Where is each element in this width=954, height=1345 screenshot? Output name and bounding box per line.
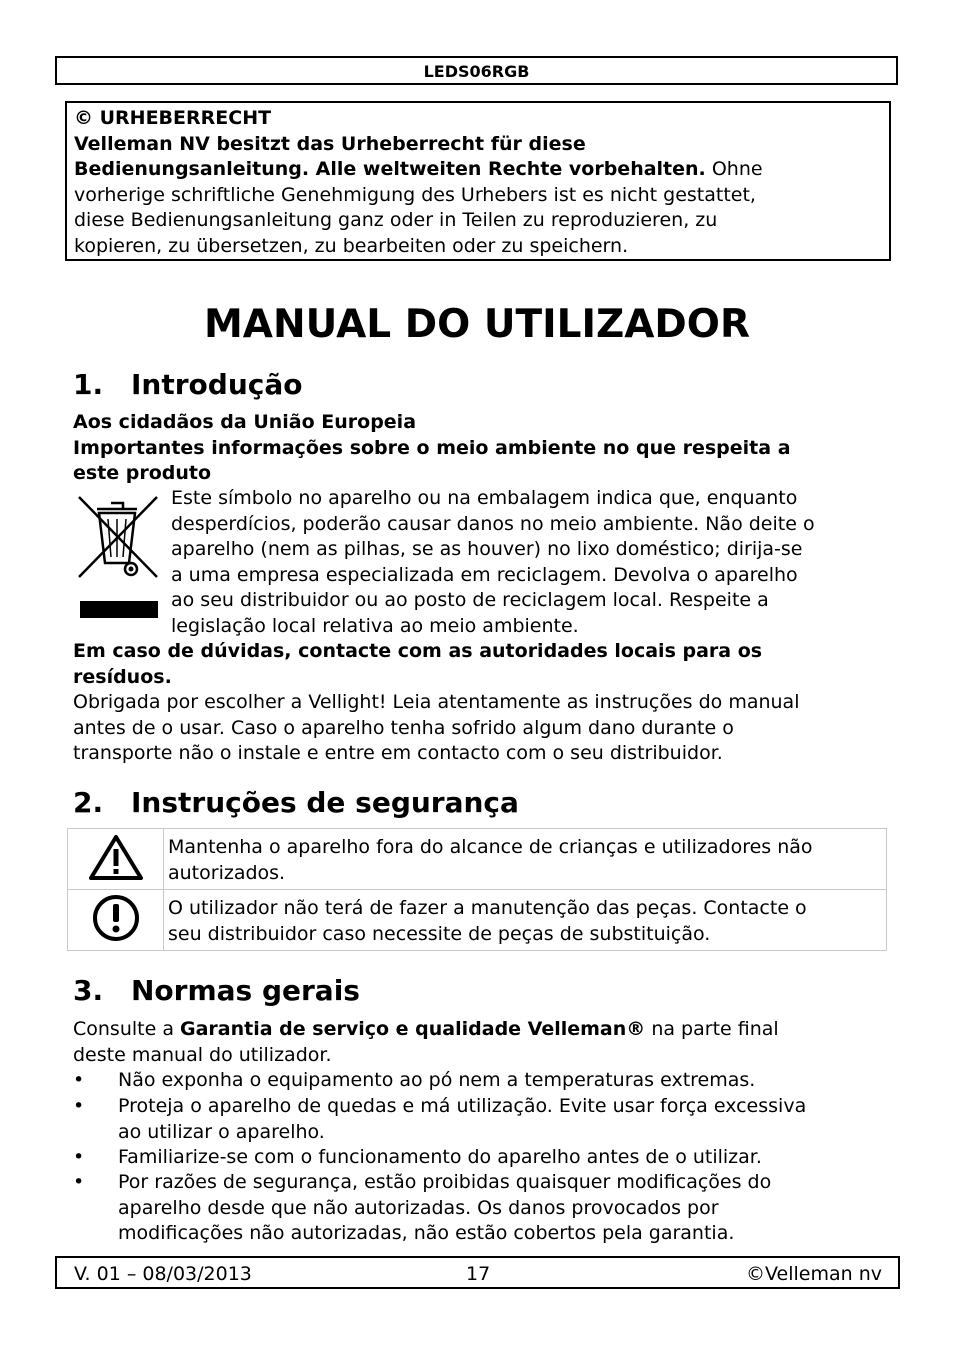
section-1-number: 1. (73, 368, 104, 401)
weee-description (171, 486, 815, 639)
copyright-line-4: diese Bedienungsanleitung ganz oder in Teilen zu reproduzieren, zu (74, 209, 718, 231)
safety-text-cell (164, 829, 887, 890)
thanks-line-1: Obrigada por escolher a Vellight! Leia atentamente as instruções do manual (73, 691, 800, 713)
bullet-symbol: • (73, 1095, 85, 1117)
bullet-symbol: • (73, 1146, 85, 1168)
bullet-symbol: • (73, 1069, 85, 1091)
bullet-2-line-2: ao utilizar o aparelho. (118, 1120, 325, 1143)
guarantee-line-1 (73, 1017, 779, 1043)
guarantee-reference (73, 1017, 779, 1068)
guarantee-pre: Consulte a (73, 1018, 181, 1040)
thanks-line-2: antes de o usar. Caso o aparelho tenha sofrido algum dano durante o (73, 716, 734, 739)
bullet-1-line-1: Não exponha o equipamento ao pó nem a temperaturas extremas. (118, 1069, 756, 1091)
safety-text-cell (164, 890, 887, 951)
crossed-out-bin-icon (75, 491, 159, 581)
env-heading-line-1: Importantes informações sobre o meio ambiente no que respeita a (73, 436, 791, 459)
section-2-number: 2. (73, 786, 104, 819)
copyright-line-2-tail: Ohne (705, 158, 763, 180)
bullet-4-line-1: Por razões de segurança, estão proibidas quaisquer modificações do (118, 1171, 772, 1193)
bullet-text (118, 1170, 771, 1247)
thanks-line-3: transporte não o instale e entre em contacto com o seu distribuidor. (73, 742, 723, 764)
bullet-text (118, 1145, 762, 1171)
weee-line-4: a uma empresa especializada em reciclagem. Devolva o aparelho (171, 563, 798, 586)
bullet-symbol: • (73, 1171, 85, 1193)
warning-triangle-icon (88, 864, 144, 886)
weee-line-3: aparelho (nem as pilhas, se as houver) no lixo doméstico; dirija-se (171, 538, 803, 560)
safety-row-2-line-2: seu distribuidor caso necessite de peças de substituição. (168, 922, 711, 945)
doubt-line-2: resíduos. (73, 665, 172, 688)
bullet-text (118, 1068, 755, 1094)
section-1-title: Introdução (131, 368, 303, 401)
weee-line-1: Este símbolo no aparelho ou na embalagem indica que, enquanto (171, 487, 798, 509)
doubt-notice (73, 639, 799, 767)
section-3-title: Normas gerais (131, 974, 360, 1007)
footer-company: ©Velleman nv (746, 1263, 882, 1285)
env-heading-line-2: este produto (73, 462, 212, 484)
eu-heading: Aos cidadãos da União Europeia (73, 411, 417, 433)
safety-row (68, 890, 887, 951)
safety-row-2-line-1: O utilizador não terá de fazer a manutenção das peças. Contacte o (168, 897, 807, 919)
section-3-number: 3. (73, 974, 104, 1007)
bullet-3-line-1: Familiarize-se com o funcionamento do aparelho antes de o utilizar. (118, 1146, 762, 1168)
weee-line-2: desperdícios, poderão causar danos no meio ambiente. Não deite o (171, 512, 815, 535)
eu-notice (73, 410, 791, 487)
copyright-notice-box (65, 101, 891, 261)
safety-instructions-table (67, 828, 887, 951)
section-2-title: Instruções de segurança (131, 786, 519, 819)
page-footer (55, 1256, 900, 1289)
safety-row-1-line-2: autorizados. (168, 861, 286, 884)
bullet-4-line-2: aparelho desde que não autorizadas. Os danos provocados por (118, 1196, 719, 1219)
bullet-text (118, 1094, 806, 1145)
copyright-line-5: kopieren, zu übersetzen, zu bearbeiten oder zu speichern. (74, 234, 629, 257)
page-title: MANUAL DO UTILIZADOR (204, 302, 750, 347)
footer-page-number: 17 (466, 1263, 491, 1285)
weee-black-bar (80, 601, 158, 618)
guarantee-post: na parte final (645, 1018, 779, 1040)
safety-icon-cell (68, 829, 164, 890)
safety-row (68, 829, 887, 890)
copyright-bold-line-2: Bedienungsanleitung. Alle weltweiten Rechte vorbehalten. (74, 158, 706, 180)
safety-row-1-line-1: Mantenha o aparelho fora do alcance de crianças e utilizadores não (168, 836, 813, 858)
bullet-2-line-1: Proteja o aparelho de quedas e má utilização. Evite usar força excessiva (118, 1095, 807, 1117)
footer-version: V. 01 – 08/03/2013 (74, 1263, 252, 1285)
section-2-heading (73, 785, 519, 821)
copyright-line-3: vorherige schriftliche Genehmigung des Urhebers ist es nicht gestattet, (74, 183, 756, 206)
document-header-model: LEDS06RGB (55, 56, 898, 85)
section-3-heading (73, 973, 360, 1009)
safety-icon-cell (68, 890, 164, 951)
copyright-line-2 (74, 157, 882, 183)
copyright-heading: © URHEBERRECHT (74, 107, 272, 129)
weee-line-5: ao seu distribuidor ou ao posto de reciclagem local. Respeite a (171, 589, 769, 611)
bullet-4-line-3: modificações não autorizadas, não estão cobertos pela garantia. (118, 1222, 735, 1244)
guarantee-bold: Garantia de serviço e qualidade Velleman® (180, 1018, 646, 1040)
copyright-bold-line-1: Velleman NV besitzt das Urheberrecht für diese (74, 132, 586, 155)
doubt-line-1: Em caso de dúvidas, contacte com as autoridades locais para os (73, 640, 763, 662)
section-1-heading (73, 367, 303, 403)
guarantee-line-2: deste manual do utilizador. (73, 1043, 332, 1066)
exclamation-circle-icon (91, 926, 141, 948)
weee-line-6: legislação local relativa ao meio ambiente. (171, 614, 579, 637)
